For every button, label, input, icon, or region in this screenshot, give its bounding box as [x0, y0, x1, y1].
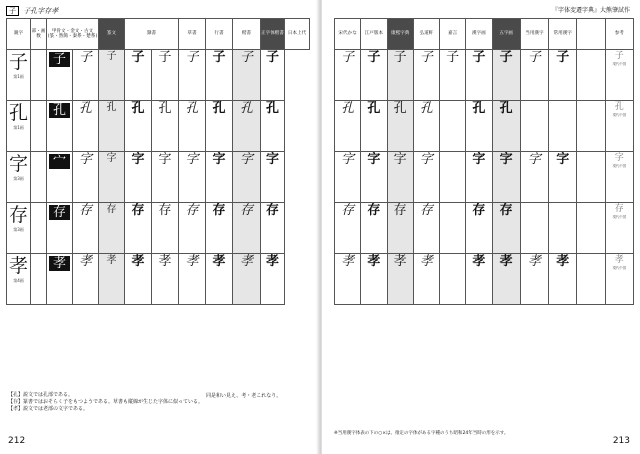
- glyph-cell: [387, 203, 413, 254]
- glyph-sample: 字: [472, 152, 486, 167]
- glyph-cell: [577, 50, 605, 101]
- book-title: 『字体変遷字典』大熊肇試作: [551, 7, 630, 14]
- glyph-sample: 孔: [472, 101, 486, 116]
- glyph-cell: [47, 152, 73, 203]
- glyph-cell: [47, 101, 73, 152]
- entry-character: [7, 203, 31, 254]
- modern-glyph: 存: [614, 204, 624, 214]
- glyph-cell: [335, 203, 361, 254]
- glyph-sample: 子: [341, 50, 355, 65]
- glyph-cell: [233, 203, 261, 254]
- glyph-cell: [233, 101, 261, 152]
- glyph-sample: 字: [266, 152, 280, 167]
- glyph-cell: [413, 254, 439, 305]
- glyph-cell: [549, 254, 577, 305]
- glyph-cell: [261, 101, 285, 152]
- glyph-cell: [206, 203, 233, 254]
- glyph-cell: [99, 152, 125, 203]
- table-row: [7, 101, 310, 152]
- glyph-cell: [440, 254, 466, 305]
- glyph-sample: 孝: [419, 254, 433, 269]
- glyph-sample: 子: [158, 50, 172, 65]
- glyph-sample: 字: [341, 152, 355, 167]
- glyph-sample: 孔: [393, 101, 407, 116]
- right-page: [322, 0, 640, 454]
- entry-character: [7, 101, 31, 152]
- glyph-cell: [492, 101, 520, 152]
- section-header: [6, 6, 58, 16]
- glyph-cell: [179, 254, 206, 305]
- glyph-cell: [233, 254, 261, 305]
- section-tag: 子: [6, 6, 19, 16]
- glyph-sample: 孝: [240, 254, 254, 269]
- glyph-sample: 子: [78, 50, 92, 65]
- glyph-cell: [206, 152, 233, 203]
- col-header: 漢字画: [466, 19, 492, 50]
- col-header: 隸書: [125, 19, 179, 50]
- glyph-cell: [125, 254, 152, 305]
- table-row: [7, 254, 310, 305]
- glyph-sample: 存: [472, 203, 486, 218]
- glyph-sample: 存: [131, 203, 145, 218]
- col-header: 甲骨文・金文・古文 (篆・然簡・秦系・楚系): [47, 19, 99, 50]
- glyph-sample: 孔: [106, 102, 117, 113]
- glyph-cell: [335, 101, 361, 152]
- entry-note-cell: [31, 254, 47, 305]
- glyph-sample: 宀: [49, 154, 70, 169]
- glyph-cell: [361, 152, 387, 203]
- glyph-sample: 存: [78, 203, 92, 218]
- footnote: 【孝】説文では老部の文字である。: [8, 406, 89, 412]
- col-header: 江戸版本: [361, 19, 387, 50]
- col-header: 部・画数: [31, 19, 47, 50]
- glyph-cell: [361, 203, 387, 254]
- glyph-sample: 孔: [266, 101, 280, 116]
- glyph-sample: 字: [240, 152, 254, 167]
- glyph-sample: 存: [393, 203, 407, 218]
- glyph-cell: [47, 203, 73, 254]
- glyph-cell: [387, 254, 413, 305]
- glyph-sample: 存: [49, 205, 70, 220]
- glyph-sample: 子: [367, 50, 381, 65]
- glyph-cell: [99, 101, 125, 152]
- glyph-cell: [577, 101, 605, 152]
- col-header: 正字体楷書: [261, 19, 285, 50]
- glyph-sample: 字: [212, 152, 226, 167]
- col-header: [577, 19, 605, 50]
- col-header: 参考: [605, 19, 633, 50]
- entry-note-cell: [31, 203, 47, 254]
- modern-reference-cell: [605, 50, 633, 101]
- glyph-cell: [152, 203, 179, 254]
- glyph-cell: [206, 254, 233, 305]
- entry-character: [7, 254, 31, 305]
- glyph-sample: 孝: [499, 254, 513, 269]
- glyph-cell: [549, 203, 577, 254]
- glyph-cell: [233, 50, 261, 101]
- entry-character: [7, 50, 31, 101]
- glyph-cell: [520, 50, 548, 101]
- glyph-cell: [387, 50, 413, 101]
- glyph-sample: 孔: [367, 101, 381, 116]
- modern-caption: 現代中国: [612, 215, 627, 219]
- col-header: 五字画: [492, 19, 520, 50]
- glyph-sample: 子: [240, 50, 254, 65]
- col-header: 宋代かな: [335, 19, 361, 50]
- glyph-cell: [47, 254, 73, 305]
- entry-radical-info: 第1画: [13, 74, 24, 79]
- glyph-sample: 存: [212, 203, 226, 218]
- glyph-sample: 孝: [393, 254, 407, 269]
- glyph-cell: [125, 101, 152, 152]
- glyph-cell: [440, 101, 466, 152]
- modern-caption: 現代中国: [612, 113, 627, 117]
- glyph-cell: [492, 50, 520, 101]
- entry-radical-info: 第1画: [13, 125, 24, 130]
- glyph-sample: 孔: [419, 101, 433, 116]
- glyph-sample: 字: [158, 152, 172, 167]
- glyph-cell: [466, 254, 492, 305]
- table-row: [7, 50, 310, 101]
- modern-reference-cell: [605, 203, 633, 254]
- left-glyph-table: [6, 18, 310, 305]
- glyph-sample: 存: [499, 203, 513, 218]
- glyph-sample: 孝: [556, 254, 570, 269]
- glyph-sample: 孝: [527, 254, 541, 269]
- glyph-sample: 字: [185, 152, 199, 167]
- glyph-sample: 字: [367, 152, 381, 167]
- col-header: 行書: [206, 19, 233, 50]
- glyph-cell: [73, 152, 99, 203]
- glyph-sample: 字: [527, 152, 541, 167]
- glyph-sample: 子: [556, 50, 570, 65]
- entry-note-cell: [31, 152, 47, 203]
- glyph-cell: [261, 50, 285, 101]
- glyph-sample: 孝: [266, 254, 280, 269]
- glyph-sample: 存: [367, 203, 381, 218]
- entry-character-text: 子: [8, 51, 28, 73]
- modern-reference-cell: [605, 101, 633, 152]
- glyph-sample: 子: [212, 50, 226, 65]
- glyph-sample: 孔: [185, 101, 199, 116]
- col-header: 草書: [179, 19, 206, 50]
- table-row: [7, 203, 310, 254]
- glyph-cell: [99, 50, 125, 101]
- glyph-cell: [179, 50, 206, 101]
- glyph-cell: [152, 101, 179, 152]
- glyph-cell: [206, 50, 233, 101]
- glyph-sample: 孔: [240, 101, 254, 116]
- col-header: 常用漢字: [549, 19, 577, 50]
- glyph-cell: [47, 50, 73, 101]
- table-row: [335, 254, 634, 305]
- glyph-sample: 孝: [106, 255, 117, 266]
- col-header: 当用漢字: [520, 19, 548, 50]
- glyph-cell: [99, 254, 125, 305]
- glyph-sample: 孔: [49, 103, 70, 118]
- section-title: 子孔字存孝: [23, 7, 59, 15]
- glyph-cell: [520, 254, 548, 305]
- glyph-cell: [413, 50, 439, 101]
- glyph-cell: [361, 50, 387, 101]
- glyph-sample: 字: [499, 152, 513, 167]
- glyph-sample: 子: [185, 50, 199, 65]
- glyph-sample: 字: [78, 152, 92, 167]
- entry-note-cell: [31, 101, 47, 152]
- page-number-left: 212: [8, 436, 26, 446]
- table-row: [7, 152, 310, 203]
- glyph-sample: 孔: [158, 101, 172, 116]
- glyph-sample: 子: [472, 50, 486, 65]
- glyph-cell: [125, 152, 152, 203]
- glyph-cell: [466, 203, 492, 254]
- glyph-sample: 孔: [341, 101, 355, 116]
- modern-glyph: 子: [614, 51, 624, 61]
- glyph-cell: [361, 254, 387, 305]
- col-header: 篆文: [99, 19, 125, 50]
- glyph-cell: [152, 254, 179, 305]
- glyph-sample: 孝: [158, 254, 172, 269]
- glyph-cell: [73, 50, 99, 101]
- glyph-sample: 孝: [78, 254, 92, 269]
- glyph-sample: 孝: [341, 254, 355, 269]
- footnote: 【存】篆書ではおそらく子をもつようである。草書も縦線が生じた字体に似っている。: [8, 399, 204, 405]
- glyph-cell: [577, 152, 605, 203]
- glyph-sample: 字: [131, 152, 145, 167]
- glyph-cell: [206, 101, 233, 152]
- page-number-right: 213: [612, 436, 630, 446]
- glyph-sample: 字: [556, 152, 570, 167]
- glyph-cell: [233, 152, 261, 203]
- entry-radical-info: 第4画: [13, 278, 24, 283]
- glyph-cell: [492, 254, 520, 305]
- right-glyph-table: [334, 18, 634, 305]
- glyph-cell: [125, 50, 152, 101]
- glyph-sample: 字: [106, 153, 117, 164]
- glyph-sample: 孔: [499, 101, 513, 116]
- col-header: 康熙字典: [387, 19, 413, 50]
- col-header: 日本上代: [285, 19, 310, 50]
- glyph-sample: 子: [499, 50, 513, 65]
- glyph-sample: 子: [527, 50, 541, 65]
- modern-caption: 現代中国: [612, 266, 627, 270]
- table-row: [335, 101, 634, 152]
- glyph-sample: 孝: [185, 254, 199, 269]
- modern-reference-cell: [605, 152, 633, 203]
- left-page: [0, 0, 318, 454]
- table-row: [335, 203, 634, 254]
- modern-glyph: 字: [614, 153, 624, 163]
- glyph-sample: 子: [393, 50, 407, 65]
- glyph-sample: 子: [419, 50, 433, 65]
- glyph-sample: 存: [266, 203, 280, 218]
- entry-radical-info: 第3画: [13, 227, 24, 232]
- glyph-cell: [335, 50, 361, 101]
- modern-glyph: 孔: [614, 102, 624, 112]
- glyph-cell: [577, 203, 605, 254]
- glyph-sample: 存: [185, 203, 199, 218]
- table-row: [335, 50, 634, 101]
- glyph-cell: [99, 203, 125, 254]
- glyph-cell: [466, 101, 492, 152]
- glyph-cell: [549, 152, 577, 203]
- glyph-sample: 子: [49, 52, 70, 67]
- glyph-sample: 子: [131, 50, 145, 65]
- footnote-extra: 同是和い見え、考・老これなり。: [206, 393, 282, 399]
- modern-caption: 現代中国: [612, 62, 627, 66]
- glyph-cell: [549, 50, 577, 101]
- glyph-cell: [549, 101, 577, 152]
- footnote: 【孔】説文では孔部である。: [8, 392, 74, 398]
- glyph-cell: [125, 203, 152, 254]
- right-footnote: ※当用漢字体表の下の○×は、推定の字体がある字種のうち昭和24年当時の形を示す。: [334, 431, 509, 436]
- glyph-sample: 孝: [367, 254, 381, 269]
- glyph-cell: [440, 50, 466, 101]
- glyph-sample: 存: [106, 204, 117, 215]
- glyph-sample: 孝: [49, 256, 70, 271]
- modern-caption: 現代中国: [612, 164, 627, 168]
- glyph-cell: [261, 203, 285, 254]
- glyph-sample: 子: [266, 50, 280, 65]
- glyph-sample: 存: [158, 203, 172, 218]
- glyph-cell: [466, 152, 492, 203]
- glyph-sample: 存: [240, 203, 254, 218]
- glyph-cell: [179, 203, 206, 254]
- glyph-sample: 孔: [78, 101, 92, 116]
- glyph-sample: 孝: [472, 254, 486, 269]
- glyph-sample: 子: [446, 50, 460, 65]
- entry-character-text: 字: [8, 153, 28, 175]
- glyph-sample: 孝: [131, 254, 145, 269]
- col-header: 弘道軒: [413, 19, 439, 50]
- glyph-cell: [520, 101, 548, 152]
- entry-radical-info: 第3画: [13, 176, 24, 181]
- glyph-sample: 孝: [212, 254, 226, 269]
- glyph-cell: [413, 101, 439, 152]
- glyph-cell: [335, 152, 361, 203]
- glyph-cell: [577, 254, 605, 305]
- entry-character-text: 孔: [8, 102, 28, 124]
- glyph-cell: [387, 152, 413, 203]
- entry-character-text: 存: [8, 204, 28, 226]
- table-row: [335, 152, 634, 203]
- glyph-cell: [73, 203, 99, 254]
- glyph-cell: [152, 50, 179, 101]
- glyph-cell: [152, 152, 179, 203]
- glyph-sample: 字: [419, 152, 433, 167]
- glyph-cell: [73, 254, 99, 305]
- glyph-cell: [520, 152, 548, 203]
- glyph-cell: [413, 203, 439, 254]
- glyph-sample: 字: [393, 152, 407, 167]
- modern-reference-cell: [605, 254, 633, 305]
- glyph-cell: [520, 203, 548, 254]
- glyph-cell: [387, 101, 413, 152]
- glyph-cell: [466, 50, 492, 101]
- col-header: 楷書: [233, 19, 261, 50]
- glyph-cell: [440, 152, 466, 203]
- entry-character-text: 孝: [8, 255, 28, 277]
- glyph-cell: [73, 101, 99, 152]
- glyph-sample: 存: [341, 203, 355, 218]
- glyph-sample: 孔: [212, 101, 226, 116]
- col-header: 親字: [7, 19, 31, 50]
- entry-note-cell: [31, 50, 47, 101]
- glyph-cell: [361, 101, 387, 152]
- col-header: 嘉言: [440, 19, 466, 50]
- glyph-cell: [440, 203, 466, 254]
- glyph-cell: [492, 203, 520, 254]
- glyph-cell: [413, 152, 439, 203]
- glyph-sample: 孔: [131, 101, 145, 116]
- glyph-sample: 子: [106, 51, 117, 62]
- glyph-cell: [492, 152, 520, 203]
- glyph-cell: [261, 152, 285, 203]
- glyph-cell: [179, 101, 206, 152]
- glyph-cell: [261, 254, 285, 305]
- glyph-sample: 存: [419, 203, 433, 218]
- glyph-cell: [335, 254, 361, 305]
- modern-glyph: 孝: [614, 255, 624, 265]
- glyph-cell: [179, 152, 206, 203]
- entry-character: [7, 152, 31, 203]
